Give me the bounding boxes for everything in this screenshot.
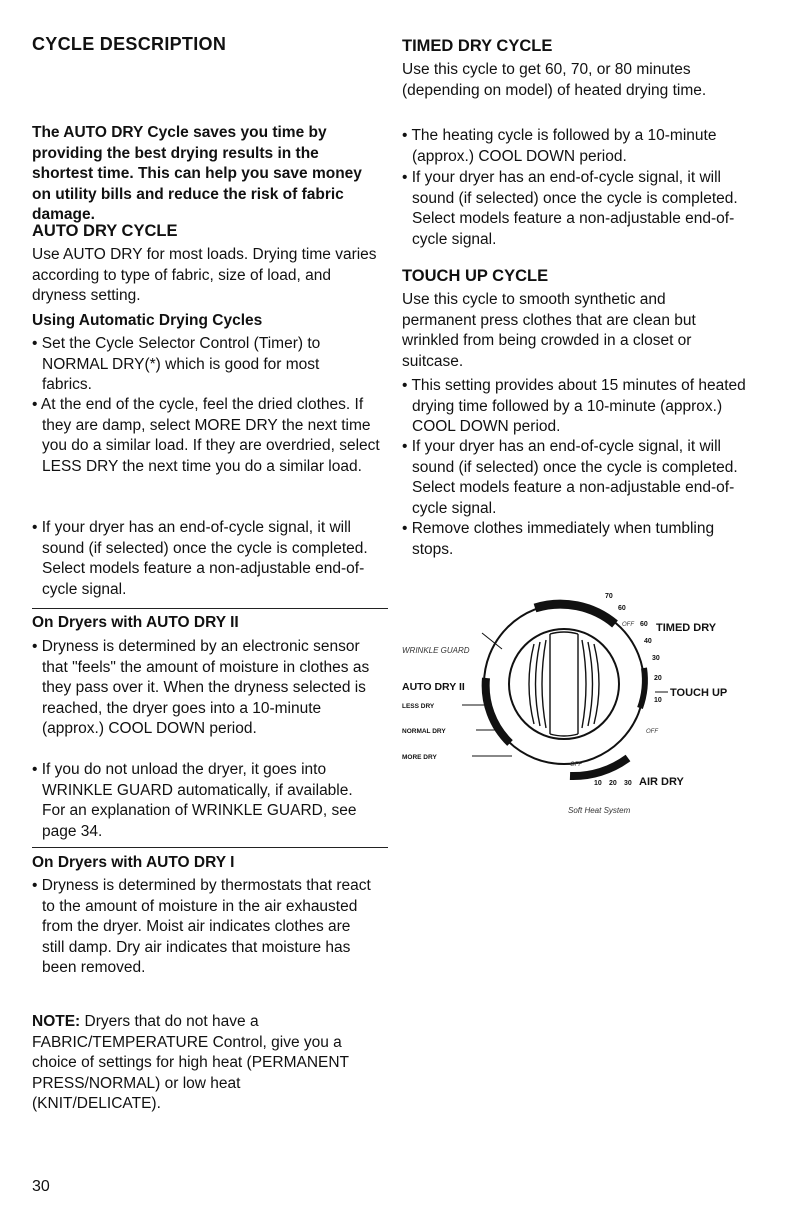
using-bullet-1: • Set the Cycle Selector Control (Timer) to NORMAL DRY(*) which is good for most fabrics. [32, 334, 372, 396]
using-bullet-3: • If your dryer has an end-of-cycle signal, it will sound (if selected) once the cycle is completed. Select models feature a non-adjustable end-of-cycle signal. [32, 518, 387, 600]
auto-dry-i-bullet-1: • Dryness is determined by thermostats that react to the amount of moisture in the air exhausted from the dryer. Moist air indicates clothes are still damp. Dry air indicates that moisture has been removed. [32, 876, 372, 979]
intro-paragraph: The AUTO DRY Cycle saves you time by providing the best drying results in the shortest time. This can help you save money on utility bills and reduce the risk of fabric damage. [32, 124, 362, 223]
touch-range-arc [640, 668, 645, 708]
wrinkle-guard-label: WRINKLE GUARD [402, 646, 470, 655]
normal-dry-label: NORMAL DRY [402, 728, 446, 735]
using-auto-heading: Using Automatic Drying Cycles [32, 312, 263, 329]
wrinkle-leader [482, 633, 502, 649]
section-divider [32, 847, 388, 848]
touch-up-text: Use this cycle to smooth synthetic and permanent press clothes that are clean but wrinkled from being crowded in a closet or suitcase. [402, 291, 696, 370]
note-label: NOTE: [32, 1013, 81, 1030]
dial-num-30: 30 [652, 655, 660, 662]
page-number: 30 [32, 1178, 50, 1195]
note-text: Dryers that do not have a FABRIC/TEMPERATURE Control, give you a choice of settings for high heat (PERMANENT PRESS/NORMAL) or low heat (KNIT/DELICATE). [32, 1013, 349, 1112]
timer-dial-illustration [400, 568, 780, 828]
more-dry-label: MORE DRY [402, 754, 437, 761]
auto-dry-ii-bullet-2: • If you do not unload the dryer, it goes into WRINKLE GUARD automatically, if available. For an explanation of WRINKLE GUARD, see page 34. [32, 760, 372, 842]
timed-bullet-1: • The heating cycle is followed by a 10-minute (approx.) COOL DOWN period. [402, 126, 757, 167]
touch-bullet-3: • Remove clothes immediately when tumbling stops. [402, 519, 757, 560]
dial-num-40: 40 [644, 638, 652, 645]
touch-bullet-2: • If your dryer has an end-of-cycle signal, it will sound (if selected) once the cycle is completed. Select models feature a non-adjustable end-of-cycle signal. [402, 437, 757, 519]
auto-dry-i-heading: On Dryers with AUTO DRY I [32, 854, 235, 871]
dial-num-60-top: 60 [618, 605, 626, 612]
dial-num-70: 70 [605, 593, 613, 600]
note-paragraph [32, 1012, 362, 1115]
auto-dry-ii-label: AUTO DRY II [402, 681, 465, 693]
air-num-30: 30 [624, 780, 632, 787]
less-dry-label: LESS DRY [402, 703, 435, 710]
timed-dry-text: Use this cycle to get 60, 70, or 80 minutes (depending on model) of heated drying time. [402, 61, 707, 99]
auto-dry-ii-heading: On Dryers with AUTO DRY II [32, 614, 239, 631]
auto-dry-heading: AUTO DRY CYCLE [32, 222, 178, 240]
auto-dry-text: Use AUTO DRY for most loads. Drying time varies according to type of fabric, size of load, and dryness setting. [32, 246, 377, 304]
timed-range-arc [535, 604, 615, 624]
timed-dry-label: TIMED DRY [656, 622, 717, 634]
auto-dry-ii-bullet-1: • Dryness is determined by an electronic sensor that "feels" the amount of moisture in clothes as they pass over it. When the dryness selected is reached, the dryer goes into a 10-minute (approx.) COOL DOWN period. [32, 637, 387, 740]
soft-heat-caption: Soft Heat System [568, 806, 631, 815]
air-num-20: 20 [609, 780, 617, 787]
auto-range-arc [486, 678, 510, 743]
knob-grip [529, 632, 599, 736]
page-title: CYCLE DESCRIPTION [32, 34, 227, 54]
touch-up-label: TOUCH UP [670, 687, 728, 699]
dial-num-60: 60 [640, 621, 648, 628]
dial-off-right: OFF [646, 729, 658, 735]
using-bullet-2: • At the end of the cycle, feel the dried clothes. If they are damp, select MORE DRY the next time you do a similar load. If they are overdried, select LESS DRY the next time you do a similar load. [32, 395, 387, 477]
touch-bullet-1: • This setting provides about 15 minutes of heated drying time followed by a 10-minute (approx.) COOL DOWN period. [402, 376, 757, 438]
dial-off-bottom: OFF [570, 762, 582, 768]
dial-num-20: 20 [654, 675, 662, 682]
timed-dry-heading: TIMED DRY CYCLE [402, 37, 553, 55]
touch-up-heading: TOUCH UP CYCLE [402, 267, 549, 285]
section-divider [32, 608, 388, 609]
dial-num-10: 10 [654, 697, 662, 704]
dial-knob [509, 629, 619, 739]
timed-bullet-2: • If your dryer has an end-of-cycle signal, it will sound (if selected) once the cycle is completed. Select models feature a non-adjustable end-of-cycle signal. [402, 168, 757, 250]
air-dry-label: AIR DRY [639, 776, 684, 788]
air-num-10: 10 [594, 780, 602, 787]
dial-off-top: OFF [622, 622, 634, 628]
